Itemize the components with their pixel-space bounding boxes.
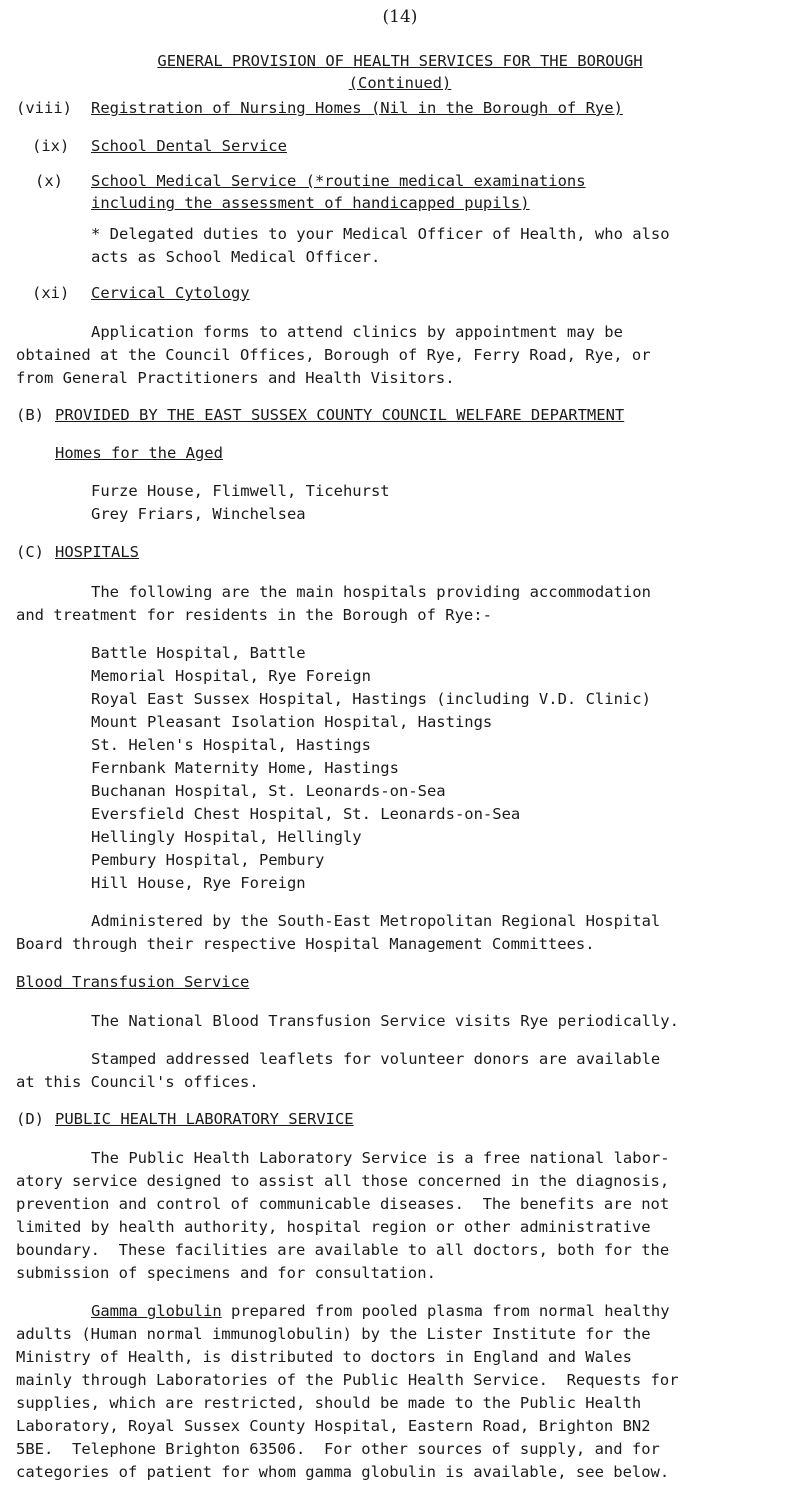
paragraph-line: Board through their respective Hospital Management Committees.	[16, 935, 595, 953]
item-x-text-line2: including the assessment of handicapped pupils)	[91, 194, 530, 212]
paragraph-line: and treatment for residents in the Borough of Rye:-	[16, 606, 492, 624]
paragraph-line: boundary. These facilities are available to all doctors, both for the	[16, 1241, 670, 1259]
item-x-number: (x)	[35, 172, 63, 190]
paragraph-line: Application forms to attend clinics by appointment may be	[91, 323, 623, 341]
gamma-globulin-term: Gamma globulin	[91, 1302, 222, 1320]
section-d-heading: PUBLIC HEALTH LABORATORY SERVICE	[55, 1110, 354, 1128]
hospital-item: Mount Pleasant Isolation Hospital, Hastings	[91, 713, 493, 731]
paragraph-line: from General Practitioners and Health Visitors.	[16, 369, 455, 387]
footnote-line: * Delegated duties to your Medical Officer of Health, who also	[91, 225, 670, 243]
paragraph-line: obtained at the Council Offices, Borough of Rye, Ferry Road, Rye, or	[16, 346, 651, 364]
blood-transfusion-heading: Blood Transfusion Service	[16, 973, 250, 991]
item-x-text-line1: School Medical Service (*routine medical examinations	[91, 172, 586, 190]
item-ix-number: (ix)	[32, 137, 70, 155]
section-b-subheading: Homes for the Aged	[55, 444, 223, 462]
paragraph-line: Stamped addressed leaflets for volunteer donors are available	[91, 1050, 661, 1068]
paragraph-line: categories of patient for whom gamma globulin is available, see below.	[16, 1463, 670, 1481]
page-subtitle: (Continued)	[348, 74, 452, 92]
paragraph-line: Administered by the South-East Metropolitan Regional Hospital	[91, 912, 661, 930]
hospital-item: Hellingly Hospital, Hellingly	[91, 828, 362, 846]
section-c-heading: HOSPITALS	[55, 543, 139, 561]
paragraph-line: The Public Health Laboratory Service is a free national labor-	[91, 1149, 670, 1167]
paragraph-line: at this Council's offices.	[16, 1073, 259, 1091]
item-xi-text: Cervical Cytology	[91, 284, 250, 302]
paragraph-line: atory service designed to assist all those concerned in the diagnosis,	[16, 1172, 670, 1190]
paragraph-line: submission of specimens and for consultation.	[16, 1264, 436, 1282]
hospital-item: Eversfield Chest Hospital, St. Leonards-on-Sea	[91, 805, 521, 823]
paragraph-line: The following are the main hospitals providing accommodation	[91, 583, 651, 601]
hospital-item: Battle Hospital, Battle	[91, 644, 306, 662]
home-item: Furze House, Flimwell, Ticehurst	[91, 482, 390, 500]
hospital-item: Pembury Hospital, Pembury	[91, 851, 325, 869]
paragraph-line: 5BE. Telephone Brighton 63506. For other sources of supply, and for	[16, 1440, 660, 1458]
paragraph-line: limited by health authority, hospital region or other administrative	[16, 1218, 651, 1236]
paragraph-line: Laboratory, Royal Sussex County Hospital, Eastern Road, Brighton BN2	[16, 1417, 651, 1435]
section-d-label: (D)	[16, 1110, 44, 1128]
paragraph-line	[91, 1300, 670, 1323]
item-ix-text: School Dental Service	[91, 137, 287, 155]
footnote-line: acts as School Medical Officer.	[91, 248, 381, 266]
item-viii-number: (viii)	[16, 99, 72, 117]
paragraph-line: adults (Human normal immunoglobulin) by the Lister Institute for the	[16, 1325, 651, 1343]
section-b-label: (B)	[16, 406, 44, 424]
hospital-item: Buchanan Hospital, St. Leonards-on-Sea	[91, 782, 446, 800]
section-c-label: (C)	[16, 543, 44, 561]
paragraph-text: prepared from pooled plasma from normal healthy	[221, 1302, 670, 1320]
hospital-item: Royal East Sussex Hospital, Hastings (including V.D. Clinic)	[91, 690, 651, 708]
hospital-item: Memorial Hospital, Rye Foreign	[91, 667, 371, 685]
paragraph-line: Ministry of Health, is distributed to doctors in England and Wales	[16, 1348, 632, 1366]
section-b-heading: PROVIDED BY THE EAST SUSSEX COUNTY COUNCIL WELFARE DEPARTMENT	[55, 406, 625, 424]
hospital-item: Fernbank Maternity Home, Hastings	[91, 759, 399, 777]
paragraph-line: mainly through Laboratories of the Public Health Service. Requests for	[16, 1371, 679, 1389]
hospital-item: St. Helen's Hospital, Hastings	[91, 736, 371, 754]
paragraph-line: The National Blood Transfusion Service visits Rye periodically.	[91, 1012, 679, 1030]
page-number: (14)	[382, 7, 418, 27]
page-title: GENERAL PROVISION OF HEALTH SERVICES FOR THE BOROUGH	[157, 52, 643, 70]
hospital-item: Hill House, Rye Foreign	[91, 874, 306, 892]
home-item: Grey Friars, Winchelsea	[91, 505, 306, 523]
item-xi-number: (xi)	[32, 284, 70, 302]
paragraph-line: prevention and control of communicable diseases. The benefits are not	[16, 1195, 670, 1213]
paragraph-line: supplies, which are restricted, should be made to the Public Health	[16, 1394, 642, 1412]
item-viii-text: Registration of Nursing Homes (Nil in the Borough of Rye)	[91, 99, 623, 117]
